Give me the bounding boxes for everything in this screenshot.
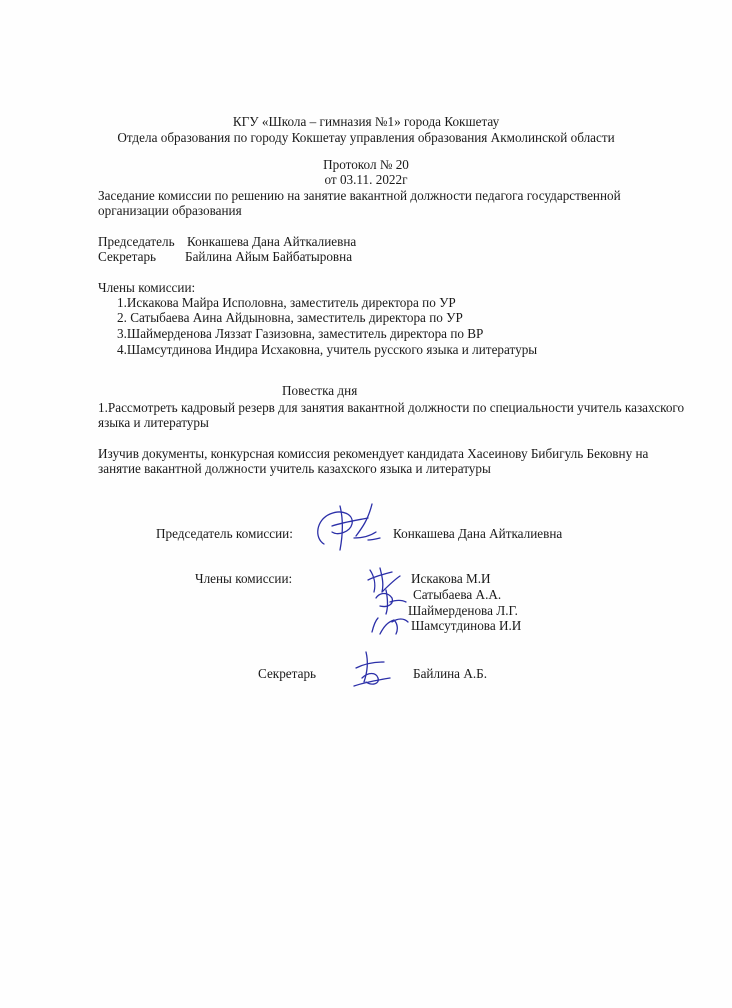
protocol-date: от 03.11. 2022г	[324, 172, 408, 187]
member-item: 1.Искакова Майра Исполовна, заместитель директора по УР	[117, 295, 456, 310]
decision-line2: занятие вакантной должности учитель казахского языка и литературы	[98, 461, 491, 476]
meeting-title-line2: организации образования	[98, 203, 242, 218]
sign-member-name: Шаймерденова Л.Г.	[408, 603, 518, 618]
chair-label: Председатель	[98, 234, 175, 249]
member-item: 2. Сатыбаева Аина Айдыновна, заместитель директора по УР	[117, 310, 463, 325]
protocol-number: Протокол № 20	[323, 157, 409, 172]
sign-member-name: Искакова М.И	[411, 571, 491, 586]
member-item: 4.Шамсутдинова Индира Исхаковна, учитель русского языка и литературы	[117, 342, 538, 357]
members-heading: Члены комиссии:	[98, 280, 196, 295]
org-name-line1: КГУ «Школа – гимназия №1» города Кокшетау	[232, 114, 500, 129]
meeting-title-line1: Заседание комиссии по решению на занятие вакантной должности педагога государственной	[98, 188, 621, 203]
agenda-item-line2: языка и литературы	[98, 415, 209, 430]
sign-member-name: Шамсутдинова И.И	[411, 618, 522, 633]
chair-signature	[310, 498, 390, 560]
agenda-item-line1: 1.Рассмотреть кадровый резерв для занятия вакантной должности по специальности учитель казахского	[98, 400, 685, 415]
sign-chair-name: Конкашева Дана Айткалиевна	[393, 526, 563, 541]
secretary-label: Секретарь	[98, 249, 157, 264]
chair-name: Конкашева Дана Айткалиевна	[187, 234, 357, 249]
decision-line1: Изучив документы, конкурсная комиссия рекомендует кандидата Хасеинову Бибигуль Бековну на	[98, 446, 649, 461]
sign-secretary-label: Секретарь	[258, 666, 317, 681]
org-name-line2: Отдела образования по городу Кокшетау управления образования Акмолинской области	[117, 130, 615, 145]
sign-chair-label: Председатель комиссии:	[156, 526, 293, 541]
sign-members-label: Члены комиссии:	[195, 571, 293, 586]
secretary-signature	[348, 646, 398, 690]
sign-member-name: Сатыбаева А.А.	[413, 587, 502, 602]
agenda-heading: Повестка дня	[282, 383, 358, 398]
member-item: 3.Шаймерденова Ляззат Газизовна, заместитель директора по ВР	[117, 326, 484, 341]
secretary-name: Байлина Айым Байбатыровна	[185, 249, 353, 264]
sign-secretary-name: Байлина А.Б.	[413, 666, 488, 681]
member-signatures	[358, 562, 418, 642]
